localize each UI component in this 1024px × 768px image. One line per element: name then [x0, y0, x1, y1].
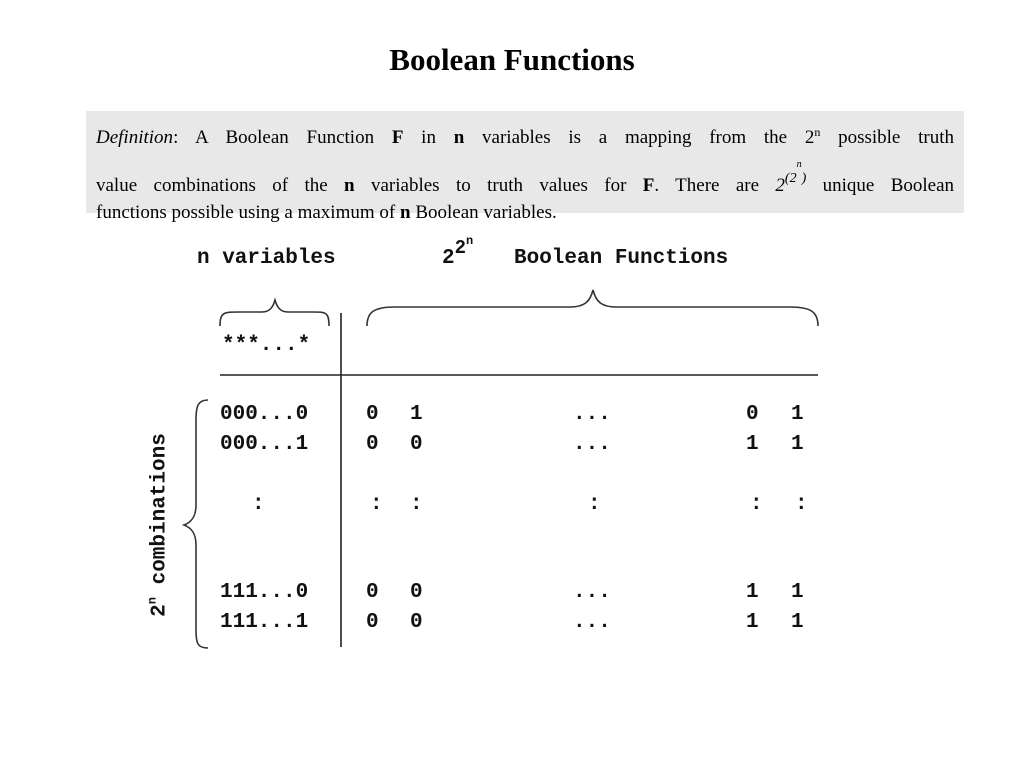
output-cell: 0 [366, 433, 379, 456]
input-cell: 000...1 [220, 433, 309, 456]
functions-brace [367, 290, 818, 326]
boolean-functions-header: Boolean Functions [514, 247, 729, 270]
combinations-brace [184, 400, 208, 648]
output-cell: 1 [746, 433, 759, 456]
output-cell: 1 [791, 581, 804, 604]
vertical-ellipsis-cell: : [252, 493, 265, 516]
input-cell: 000...0 [220, 403, 309, 426]
expr-paren: ) [801, 171, 807, 186]
ellipsis-cell: ... [573, 581, 611, 604]
vertical-ellipsis-cell: : [750, 493, 763, 516]
input-cell: 111...1 [220, 611, 309, 634]
definition-text: in [403, 127, 454, 148]
definition-text: : A Boolean Function [173, 127, 392, 148]
output-cell: 0 [366, 581, 379, 604]
output-cell: 1 [791, 433, 804, 456]
vertical-ellipsis-cell: : [370, 493, 383, 516]
output-cell: 0 [366, 403, 379, 426]
output-cell: 1 [746, 611, 759, 634]
variable-count-symbol: n [453, 127, 465, 148]
output-cell: 1 [791, 611, 804, 634]
function-count-header [442, 234, 474, 270]
variable-count-symbol: n [344, 175, 355, 196]
function-symbol: F [391, 127, 404, 148]
input-cell: 111...0 [220, 581, 309, 604]
count-exponent-sup: n [466, 234, 474, 248]
vertical-ellipsis-cell: : [588, 493, 601, 516]
output-cell: 1 [746, 581, 759, 604]
output-cell: 1 [410, 403, 423, 426]
ellipsis-cell: ... [573, 433, 611, 456]
combinations-exponent: n [145, 597, 160, 605]
n-variables-header: n variables [197, 247, 336, 270]
n-variables-brace [220, 300, 329, 326]
output-cell: 0 [410, 611, 423, 634]
function-symbol: F [642, 175, 655, 196]
definition-label: Definition [96, 127, 174, 148]
vertical-ellipsis-cell: : [410, 493, 423, 516]
output-cell: 0 [366, 611, 379, 634]
count-base: 2 [442, 247, 455, 270]
output-cell: 0 [410, 433, 423, 456]
output-cell: 0 [410, 581, 423, 604]
ellipsis-cell: ... [573, 611, 611, 634]
definition-text: variables is a mapping from the 2 [464, 127, 815, 148]
wildcard-row: ***...* [222, 334, 311, 357]
variable-count-symbol: n [399, 202, 411, 223]
definition-text: value combinations of the [96, 175, 345, 196]
combinations-text: combinations [148, 433, 172, 598]
expr-paren: ( [784, 171, 790, 186]
definition-text: possible truth [820, 127, 954, 148]
expr-inner-exponent: n [796, 159, 802, 170]
page-title: Boolean Functions [389, 42, 635, 77]
definition-text: unique Boolean [806, 175, 955, 196]
ellipsis-cell: ... [573, 403, 611, 426]
output-cell: 1 [791, 403, 804, 426]
definition-text: . There are [654, 175, 776, 196]
output-cell: 0 [746, 403, 759, 426]
count-exponent: 2 [454, 237, 467, 259]
exponent: n [814, 125, 821, 139]
vertical-ellipsis-cell: : [795, 493, 808, 516]
definition-text: functions possible using a maximum of [96, 202, 400, 223]
definition-text: Boolean variables. [410, 202, 557, 223]
combinations-base: 2 [148, 604, 172, 617]
expr-base: 2 [775, 175, 785, 196]
definition-text: variables to truth values for [354, 175, 643, 196]
expr-inner: 2 [789, 171, 797, 186]
combinations-label [145, 433, 172, 617]
